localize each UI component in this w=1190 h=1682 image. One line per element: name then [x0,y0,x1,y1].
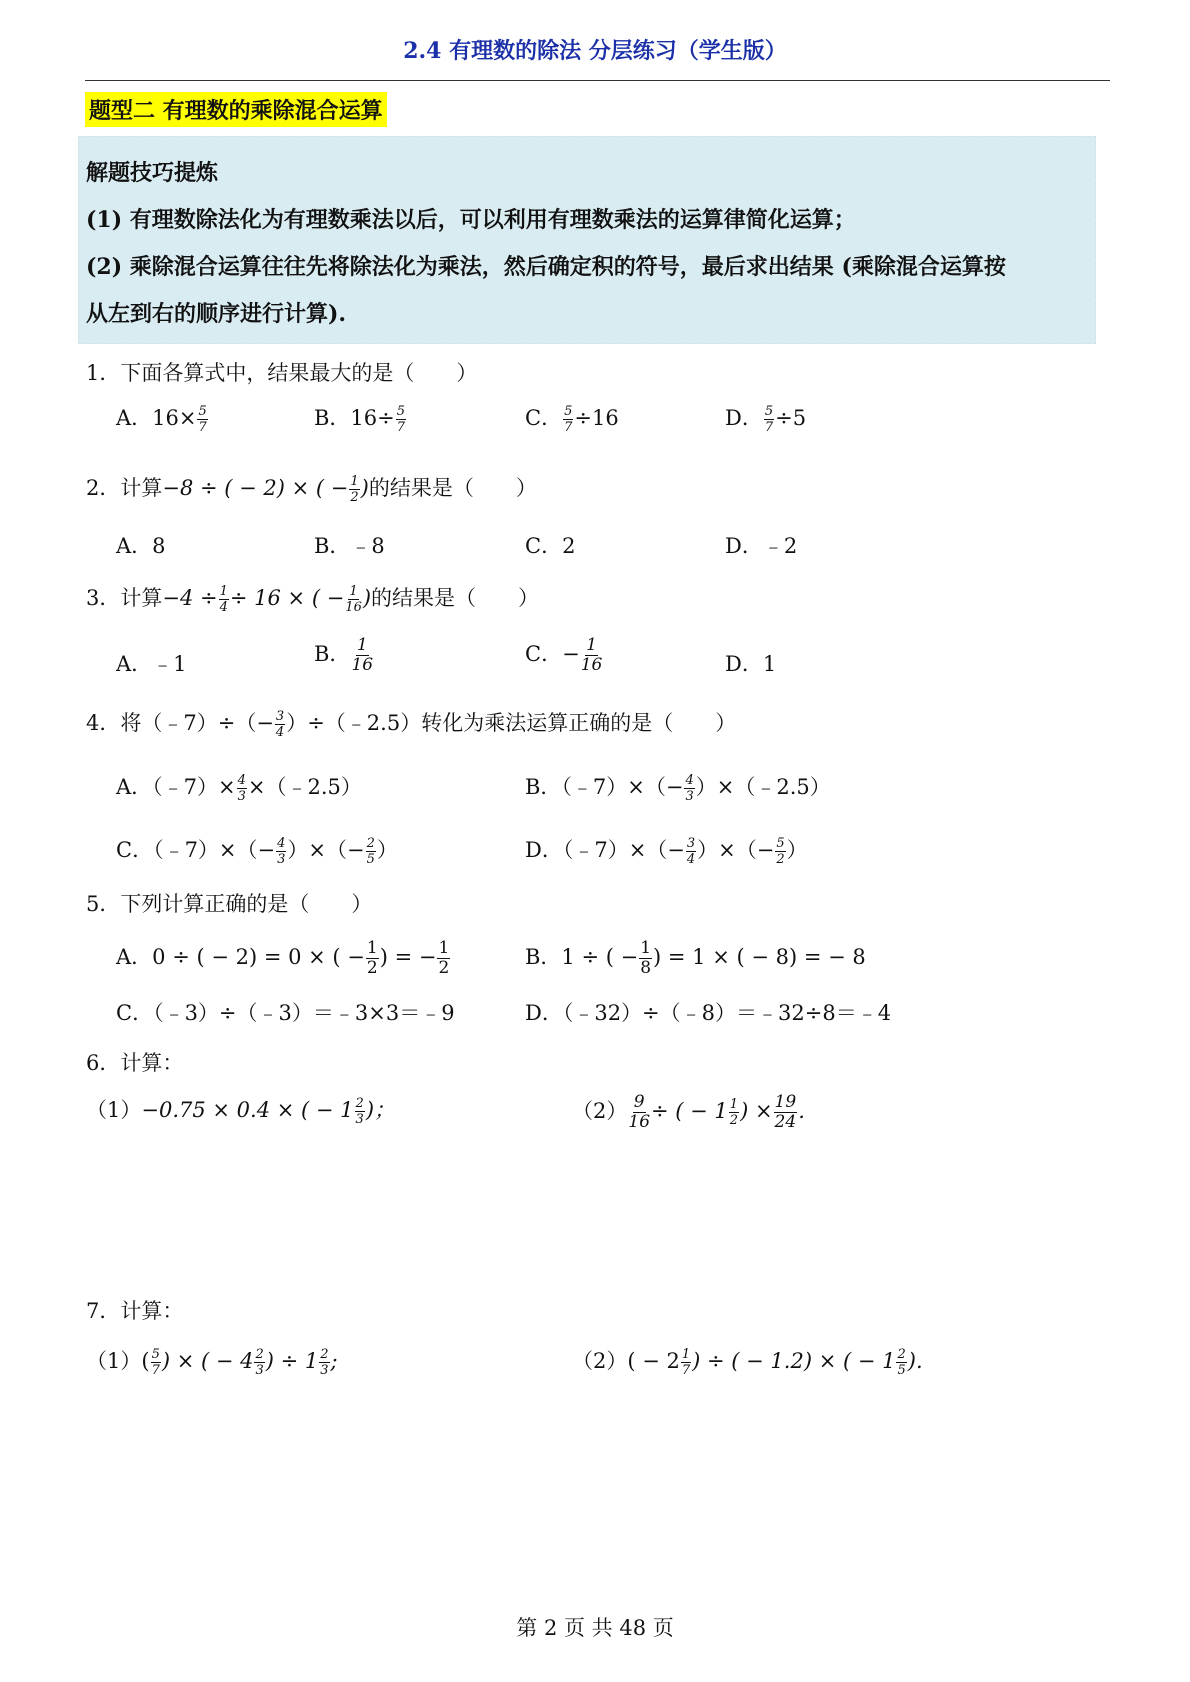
q2-option-d: D．﹣2 [725,534,798,558]
q1-option-b: B．16÷ $\frac{5}{7}$ [314,404,406,435]
q3-option-d: D．1 [725,652,777,676]
q2-stem: 2．计算−8 ÷ ( − 2) × ( − $\frac{1}{2}$ )的结果是（ ） [86,474,537,505]
q4-option-b: B．（﹣7）×（− $\frac{4}{3}$ ）×（﹣2.5） [525,773,831,804]
tips-line-2: (2) 乘除混合运算往往先将除法化为乘法，然后确定积的符号，最后求出结果 (乘除混合运算按 [86,254,1006,280]
q7-part-1: （1）( $\frac{5}{7}$ ) × ( − 4 $\frac{2}{3}$ ) ÷ 1 $\frac{2}{3}$ ; [86,1347,338,1378]
q6-part-2: （2） $\frac{9}{16}$ ÷ ( − 1 $\frac{1}{2}$ ) × $\frac{19}{24}$ . [572,1092,805,1132]
header-rule [85,80,1110,81]
q1-option-a: A．16× $\frac{5}{7}$ [116,404,207,435]
q4-option-a: A．（﹣7）× $\frac{4}{3}$ ×（﹣2.5） [116,773,362,804]
tips-line-3: 从左到右的顺序进行计算). [86,301,347,327]
q5-option-d: D．（﹣32）÷（﹣8）＝﹣32÷8＝﹣4 [525,1001,892,1025]
q4-option-c: C．（﹣7）×（− $\frac{4}{3}$ ）×（− $\frac{2}{5}$ ） [116,836,398,867]
q1-option-c: C． $\frac{5}{7}$ ÷16 [525,404,619,435]
q1-stem: 1．下面各算式中，结果最大的是（ ） [86,361,478,385]
tips-heading: 解题技巧提炼 [86,160,219,186]
page-header-title: 2.4 有理数的除法 分层练习（学生版） [403,38,787,64]
page-footer: 第 2 页 共 48 页 [516,1616,674,1640]
q5-stem: 5．下列计算正确的是（ ） [86,892,373,916]
q5-option-c: C．（﹣3）÷（﹣3）＝﹣3×3＝﹣9 [116,1001,455,1025]
q4-option-d: D．（﹣7）×（− $\frac{3}{4}$ ）×（− $\frac{5}{2}$ ） [525,836,808,867]
q1-option-d: D． $\frac{5}{7}$ ÷5 [725,404,807,435]
q3-option-c: C．− $\frac{1}{16}$ [525,635,603,675]
q2-option-b: B．﹣8 [314,534,385,558]
q6-part-1: （1）−0.75 × 0.4 × ( − 1 $\frac{2}{3}$ )； [86,1096,396,1127]
q5-option-a: A．0 ÷ ( − 2) = 0 × ( − $\frac{1}{2}$ ) = − $\frac{1}{2}$ [116,938,450,978]
q3-option-a: A．﹣1 [116,652,187,676]
tips-line-1: (1) 有理数除法化为有理数乘法以后，可以利用有理数乘法的运算律简化运算； [86,207,856,233]
q7-stem: 7．计算： [86,1299,184,1323]
q6-stem: 6．计算： [86,1051,184,1075]
q4-stem: 4．将（﹣7）÷（− $\frac{3}{4}$ ）÷（﹣2.5）转化为乘法运算正确的是（ ） [86,709,737,740]
q7-part-2: （2）( − 2 $\frac{1}{7}$ ) ÷ ( − 1.2) × ( − 1 $\frac{2}{5}$ ). [572,1347,923,1378]
q3-stem: 3．计算−4 ÷ $\frac{1}{4}$ ÷ 16 × ( − $\frac{1}{16}$ )的结果是（ ） [86,584,540,615]
section-title: 题型二 有理数的乘除混合运算 [85,92,387,127]
q5-option-b: B．1 ÷ ( − $\frac{1}{8}$ ) = 1 × ( − 8) = − 8 [525,938,866,978]
q2-option-c: C．2 [525,534,576,558]
q3-option-b: B． $\frac{1}{16}$ [314,635,374,675]
q2-option-a: A．8 [116,534,166,558]
